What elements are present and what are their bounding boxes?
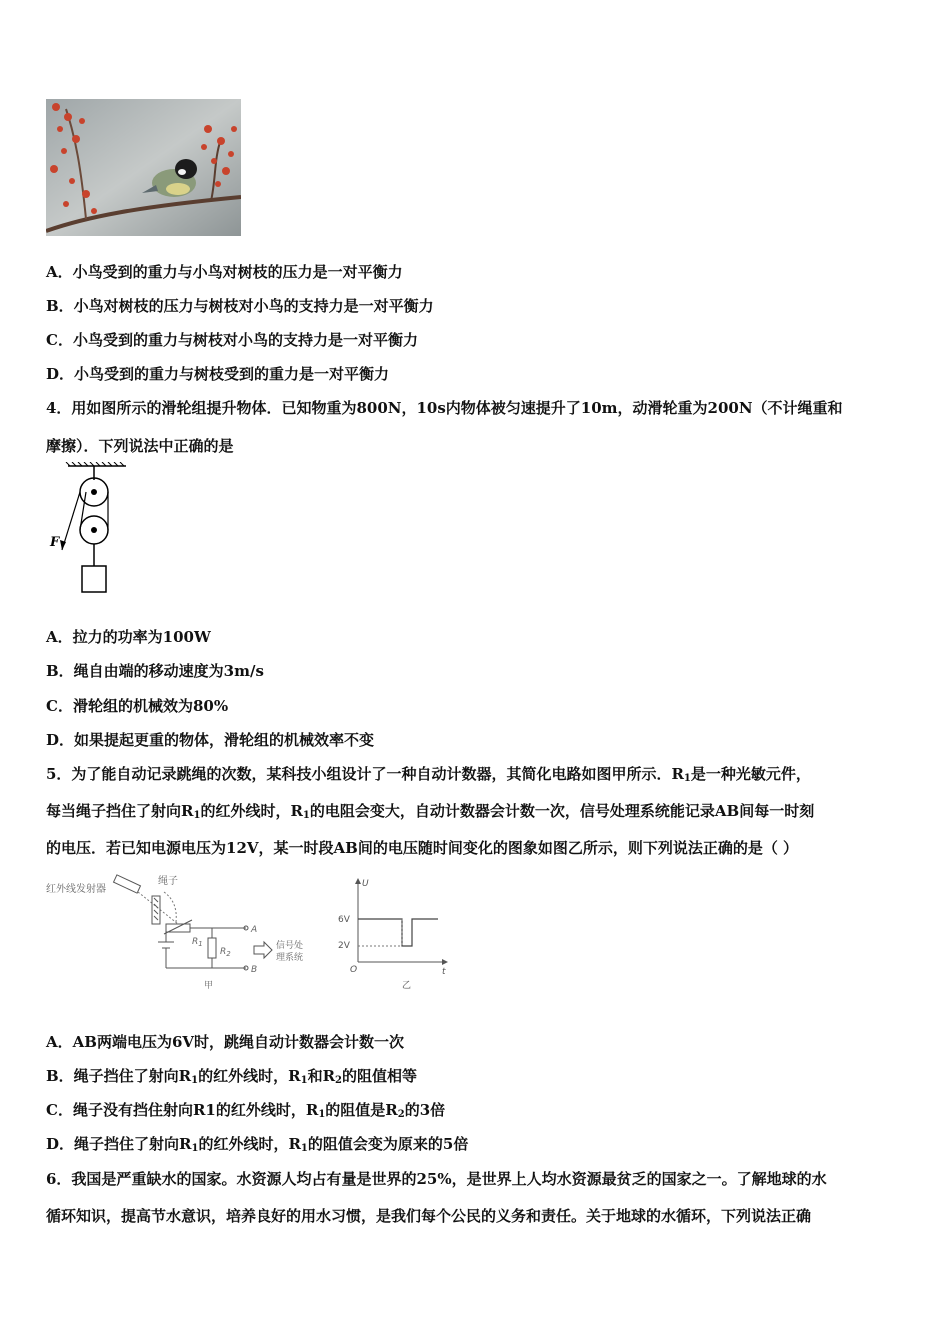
q4-option-d: D．如果提起更重的物体，滑轮组的机械效率不变 [46,731,375,749]
q3-option-d: D．小鸟受到的重力与树枝受到的重力是一对平衡力 [46,365,390,383]
circuit-diagram-jia [46,872,316,992]
terminal-a-label: A [251,925,258,935]
q3-option-b: B．小鸟对树枝的压力与树枝对小鸟的支持力是一对平衡力 [46,297,434,315]
q6-stem-line2: 循环知识，提高节水意识，培养良好的用水习惯，是我们每个公民的义务和责任。关于地球的水循环，下列说法正确 [46,1207,812,1225]
signal-label-2: 理系统 [276,953,304,963]
q5-stem-line3: 的电压．若已知电源电压为12V，某一时段AB间的电压随时间变化的图象如图乙所示，则下列说法正确的是（ ） [46,839,799,857]
q5-option-a: A．AB两端电压为6V时，跳绳自动计数器会计数一次 [46,1033,405,1051]
voltage-time-graph-yi [338,874,454,992]
tick-2v: 2V [338,941,350,951]
q3-option-a: A．小鸟受到的重力与小鸟对树枝的压力是一对平衡力 [46,263,403,281]
signal-label-1: 信号处 [276,941,304,951]
q5-option-d: D．绳子挡住了射向$R_1$的红外线时，$R_1$的阻值会变为原来的5倍 [46,1135,469,1154]
q5-stem-line2: 每当绳子挡住了射向$R_1$的红外线时，$R_1$的电阻会变大，自动计数器会计数一次，信号处理系统能记录AB间每一时刻 [46,802,815,821]
r2-label: $R_2$ [220,947,231,958]
q4-stem-line1: 4．用如图所示的滑轮组提升物体．已知物重为800N，10s内物体被匀速提升了10m，动滑轮重为200N（不计绳重和 [46,399,843,417]
r1-label: $R_1$ [192,937,203,948]
rope-label: 绳子 [158,876,178,887]
tick-6v: 6V [338,915,350,925]
axis-u-label: U [362,879,369,889]
bird-on-branch-photo [46,99,241,236]
q4-option-b: B．绳自由端的移动速度为3m/s [46,662,264,680]
terminal-b-label: B [251,965,258,975]
force-label-f: F [50,535,60,550]
q5-option-b: B．绳子挡住了射向$R_1$的红外线时，$R_1$和$R_2$的阻值相等 [46,1067,418,1086]
q6-stem-line1: 6．我国是严重缺水的国家。水资源人均占有量是世界的25%，是世界上人均水资源最贫乏的国家之一。了解地球的水 [46,1170,827,1188]
q4-option-a: A．拉力的功率为100W [46,628,211,646]
q3-option-c: C．小鸟受到的重力与树枝对小鸟的支持力是一对平衡力 [46,331,418,349]
q4-stem-line2: 摩擦）．下列说法中正确的是 [46,437,234,455]
figure-caption-yi: 乙 [402,981,412,991]
q4-option-c: C．滑轮组的机械效为80% [46,697,229,715]
emitter-label: 红外线发射器 [46,884,106,895]
q5-option-c: C．绳子没有挡住射向R1的红外线时，$R_1$的阻值是$R_2$的3倍 [46,1101,446,1120]
figure-caption-jia: 甲 [204,981,214,991]
q5-stem-line1: 5．为了能自动记录跳绳的次数，某科技小组设计了一种自动计数器，其简化电路如图甲所示．$R_1$是一种光敏元件， [46,765,811,784]
pulley-system-diagram [46,462,136,602]
axis-t-label: t [442,967,446,977]
origin-label: O [350,965,358,975]
